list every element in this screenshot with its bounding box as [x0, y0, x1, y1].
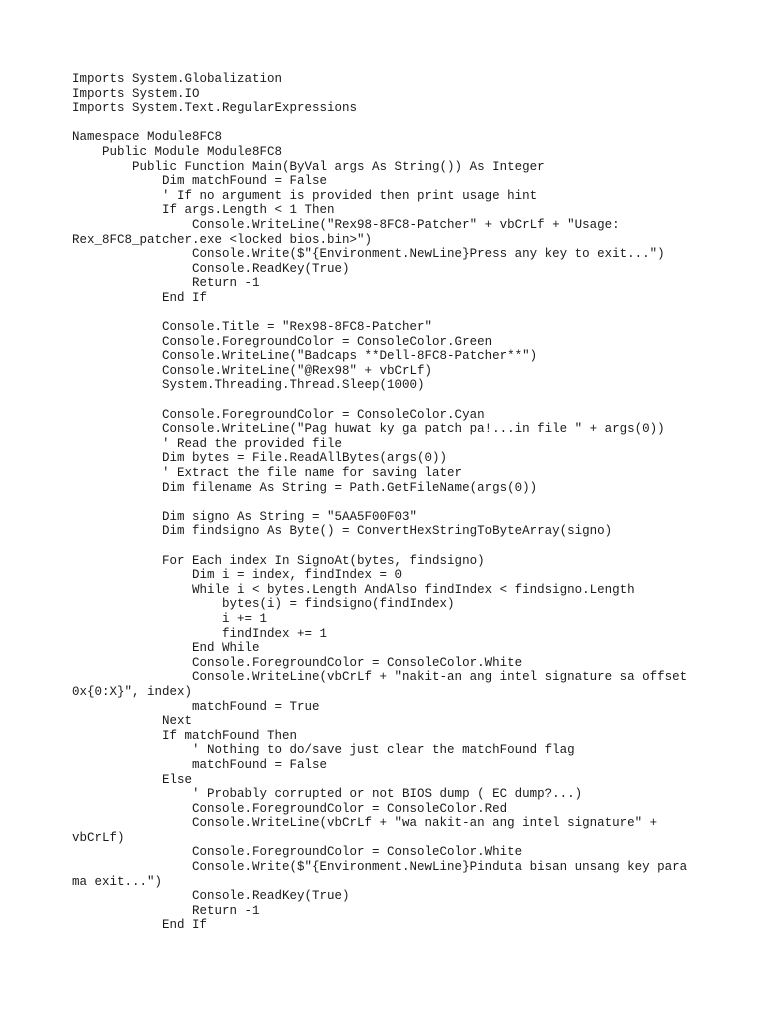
code-line: While i < bytes.Length AndAlso findIndex < findsigno.Length	[72, 582, 635, 597]
code-line	[72, 495, 752, 510]
code-line: bytes(i) = findsigno(findIndex)	[72, 597, 455, 612]
code-line: Console.Title = "Rex98-8FC8-Patcher"	[72, 320, 433, 335]
code-line: matchFound = False	[72, 757, 328, 772]
code-line: ' Probably corrupted or not BIOS dump ( EC dump?...)	[72, 787, 583, 802]
code-line: Console.WriteLine("Pag huwat ky ga patch pa!...in file " + args(0))	[72, 422, 665, 437]
code-line: 0x{0:X}", index)	[72, 684, 193, 699]
code-line: If args.Length < 1 Then	[72, 203, 335, 218]
code-line	[72, 116, 752, 131]
code-line: Return -1	[72, 903, 260, 918]
code-line	[72, 306, 752, 321]
code-line: Console.WriteLine(vbCrLf + "wa nakit-an ang intel signature" +	[72, 816, 658, 831]
code-line: Imports System.Globalization	[72, 72, 283, 86]
code-listing	[72, 72, 752, 933]
code-line: Next	[72, 714, 193, 729]
code-line: ma exit...")	[72, 874, 163, 889]
code-line: Console.ReadKey(True)	[72, 889, 350, 904]
code-line: System.Threading.Thread.Sleep(1000)	[72, 378, 425, 393]
code-line: i += 1	[72, 611, 268, 626]
code-line: ' Extract the file name for saving later	[72, 466, 463, 481]
code-line: Console.Write($"{Environment.NewLine}Pinduta bisan unsang key para	[72, 860, 688, 875]
code-line: For Each index In SignoAt(bytes, findsigno)	[72, 553, 485, 568]
code-line: Console.ReadKey(True)	[72, 261, 350, 276]
code-line: Public Module Module8FC8	[72, 144, 283, 159]
code-line: ' If no argument is provided then print usage hint	[72, 188, 538, 203]
code-line: Rex_8FC8_patcher.exe <locked bios.bin>")	[72, 232, 373, 247]
code-line: Dim matchFound = False	[72, 174, 328, 189]
code-line: Console.WriteLine(vbCrLf + "nakit-an ang intel signature sa offset	[72, 670, 688, 685]
code-line: ' Nothing to do/save just clear the matchFound flag	[72, 743, 575, 758]
code-line: Dim bytes = File.ReadAllBytes(args(0))	[72, 451, 448, 466]
code-line: End While	[72, 641, 260, 656]
code-line: Dim filename As String = Path.GetFileName(args(0))	[72, 480, 538, 495]
code-line: Console.ForegroundColor = ConsoleColor.Cyan	[72, 407, 485, 422]
code-line: Dim signo As String = "5AA5F00F03"	[72, 509, 418, 524]
code-line: Console.ForegroundColor = ConsoleColor.Red	[72, 801, 508, 816]
code-line: Else	[72, 772, 193, 787]
code-line: Console.ForegroundColor = ConsoleColor.White	[72, 845, 523, 860]
code-line: Console.Write($"{Environment.NewLine}Press any key to exit...")	[72, 247, 665, 262]
code-line: Namespace Module8FC8	[72, 130, 223, 145]
code-line: Return -1	[72, 276, 260, 291]
code-line: Public Function Main(ByVal args As String()) As Integer	[72, 159, 545, 174]
code-line: matchFound = True	[72, 699, 320, 714]
code-line: findIndex += 1	[72, 626, 328, 641]
code-line: Console.WriteLine("@Rex98" + vbCrLf)	[72, 363, 433, 378]
code-line: Imports System.Text.RegularExpressions	[72, 101, 358, 116]
code-line: Imports System.IO	[72, 86, 200, 101]
code-line	[72, 539, 752, 554]
code-line	[72, 393, 752, 408]
code-line: vbCrLf)	[72, 830, 125, 845]
code-line: End If	[72, 918, 208, 933]
code-line: Console.WriteLine("Badcaps **Dell-8FC8-Patcher**")	[72, 349, 538, 364]
code-line: If matchFound Then	[72, 728, 298, 743]
code-line: Dim findsigno As Byte() = ConvertHexStringToByteArray(signo)	[72, 524, 613, 539]
code-line: End If	[72, 290, 208, 305]
code-line: ' Read the provided file	[72, 436, 343, 451]
code-line: Console.WriteLine("Rex98-8FC8-Patcher" + vbCrLf + "Usage:	[72, 217, 620, 232]
code-line: Console.ForegroundColor = ConsoleColor.White	[72, 655, 523, 670]
code-line: Console.ForegroundColor = ConsoleColor.Green	[72, 334, 493, 349]
code-line: Dim i = index, findIndex = 0	[72, 568, 403, 583]
